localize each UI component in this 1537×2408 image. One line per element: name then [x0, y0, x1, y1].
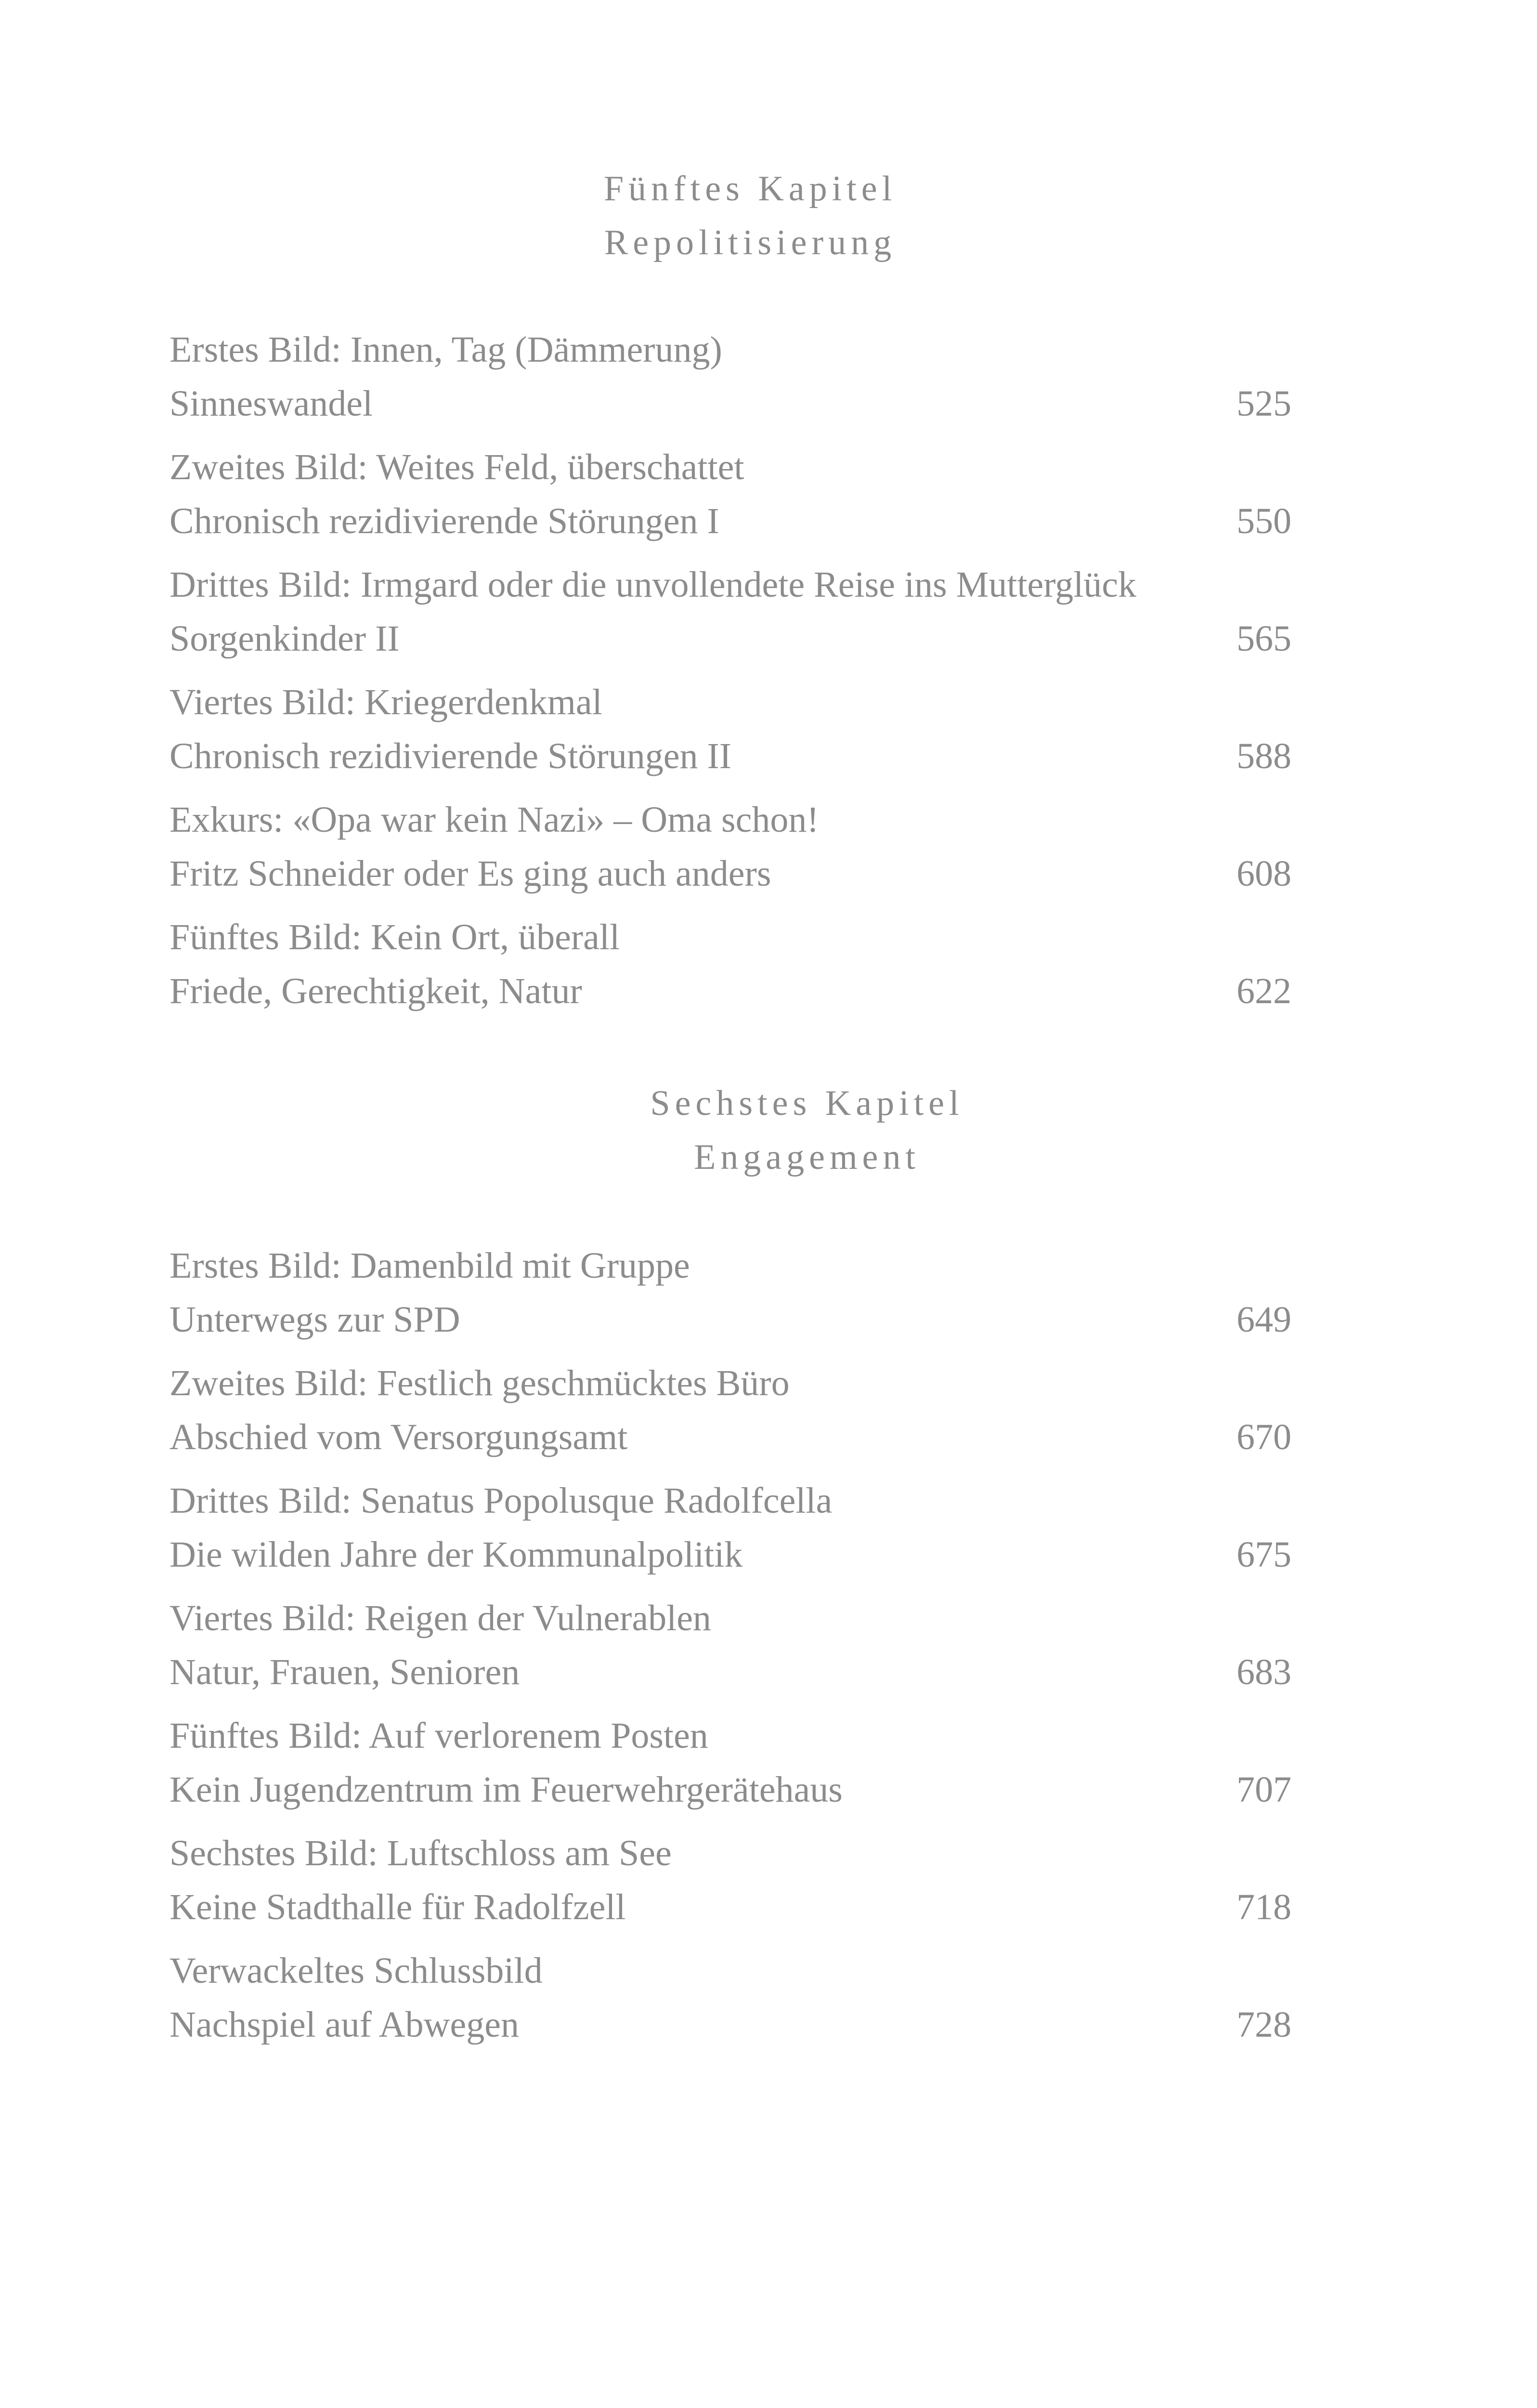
entry-sub-row	[169, 1998, 1291, 2052]
toc-entry[interactable]	[169, 1356, 1291, 1464]
chapter-heading-6	[39, 1076, 1537, 1184]
entry-subtitle: Nachspiel auf Abwegen	[169, 2004, 519, 2045]
entry-sub-row	[169, 1880, 1291, 1934]
entry-subtitle: Kein Jugendzentrum im Feuerwehrgerätehaus	[169, 1769, 843, 1810]
entry-sub-row	[169, 1410, 1291, 1464]
entry-sub-row	[169, 377, 1291, 431]
entry-heading: Erstes Bild: Damenbild mit Gruppe	[169, 1245, 690, 1286]
entry-subtitle: Sinneswandel	[169, 383, 373, 424]
entry-sub-row	[169, 1645, 1291, 1699]
toc-entry[interactable]	[169, 440, 1291, 548]
entry-subtitle: Friede, Gerechtigkeit, Natur	[169, 971, 582, 1011]
entry-heading: Exkurs: «Opa war kein Nazi» – Oma schon!	[169, 799, 819, 840]
entry-sub-row	[169, 964, 1291, 1018]
toc-list-chapter-6	[169, 1239, 1291, 2061]
entry-heading: Drittes Bild: Senatus Popolusque Radolfcella	[169, 1480, 833, 1521]
entry-subtitle: Abschied vom Versorgungsamt	[169, 1417, 628, 1457]
entry-subtitle: Keine Stadthalle für Radolfzell	[169, 1887, 626, 1927]
entry-subtitle: Die wilden Jahre der Kommunalpolitik	[169, 1534, 743, 1575]
entry-page-number: 565	[1237, 618, 1291, 659]
toc-entry[interactable]	[169, 793, 1291, 901]
toc-entry[interactable]	[169, 1944, 1291, 2052]
entry-page-number: 675	[1237, 1534, 1291, 1575]
toc-list-chapter-5	[169, 323, 1291, 1028]
entry-heading: Drittes Bild: Irmgard oder die unvollendete Reise ins Mutterglück	[169, 564, 1136, 605]
toc-entry[interactable]	[169, 1826, 1291, 1934]
entry-page-number: 608	[1237, 853, 1291, 894]
toc-entry[interactable]	[169, 1474, 1291, 1582]
toc-entry[interactable]	[169, 910, 1291, 1018]
entry-page-number: 683	[1237, 1652, 1291, 1692]
entry-page-number: 707	[1237, 1769, 1291, 1810]
entry-page-number: 550	[1237, 501, 1291, 541]
entry-sub-row	[169, 494, 1291, 548]
toc-entry[interactable]	[169, 1709, 1291, 1817]
entry-heading: Zweites Bild: Festlich geschmücktes Büro	[169, 1363, 790, 1403]
entry-heading: Fünftes Bild: Auf verlorenem Posten	[169, 1715, 708, 1756]
entry-sub-row	[169, 1528, 1291, 1582]
entry-subtitle: Sorgenkinder II	[169, 618, 400, 659]
entry-sub-row	[169, 612, 1291, 666]
entry-subtitle: Chronisch rezidivierende Störungen II	[169, 736, 732, 776]
entry-subtitle: Fritz Schneider oder Es ging auch anders	[169, 853, 771, 894]
entry-page-number: 718	[1237, 1887, 1291, 1927]
entry-page-number: 588	[1237, 736, 1291, 776]
chapter-label: Fünftes Kapitel	[603, 169, 897, 209]
entry-heading: Sechstes Bild: Luftschloss am See	[169, 1833, 672, 1873]
entry-heading: Viertes Bild: Reigen der Vulnerablen	[169, 1598, 711, 1638]
entry-sub-row	[169, 729, 1291, 783]
entry-page-number: 622	[1237, 971, 1291, 1011]
entry-heading: Zweites Bild: Weites Feld, überschattet	[169, 447, 744, 487]
entry-sub-row	[169, 1763, 1291, 1817]
toc-entry[interactable]	[169, 323, 1291, 431]
entry-page-number: 728	[1237, 2004, 1291, 2045]
chapter-label: Sechstes Kapitel	[650, 1084, 964, 1123]
entry-sub-row	[169, 1293, 1291, 1347]
chapter-title: Engagement	[694, 1138, 920, 1177]
toc-entry[interactable]	[169, 1591, 1291, 1699]
toc-entry[interactable]	[169, 675, 1291, 783]
entry-page-number: 525	[1237, 383, 1291, 424]
chapter-title: Repolitisierung	[604, 223, 897, 262]
entry-subtitle: Chronisch rezidivierende Störungen I	[169, 501, 719, 541]
toc-entry[interactable]	[169, 558, 1291, 666]
entry-subtitle: Unterwegs zur SPD	[169, 1299, 460, 1340]
toc-entry[interactable]	[169, 1239, 1291, 1347]
entry-heading: Erstes Bild: Innen, Tag (Dämmerung)	[169, 329, 722, 370]
entry-page-number: 649	[1237, 1299, 1291, 1340]
chapter-heading-5	[0, 162, 1519, 270]
entry-page-number: 670	[1237, 1417, 1291, 1457]
entry-heading: Fünftes Bild: Kein Ort, überall	[169, 917, 620, 957]
entry-heading: Viertes Bild: Kriegerdenkmal	[169, 682, 602, 722]
entry-sub-row	[169, 847, 1291, 901]
entry-heading: Verwackeltes Schlussbild	[169, 1950, 543, 1991]
entry-subtitle: Natur, Frauen, Senioren	[169, 1652, 520, 1692]
